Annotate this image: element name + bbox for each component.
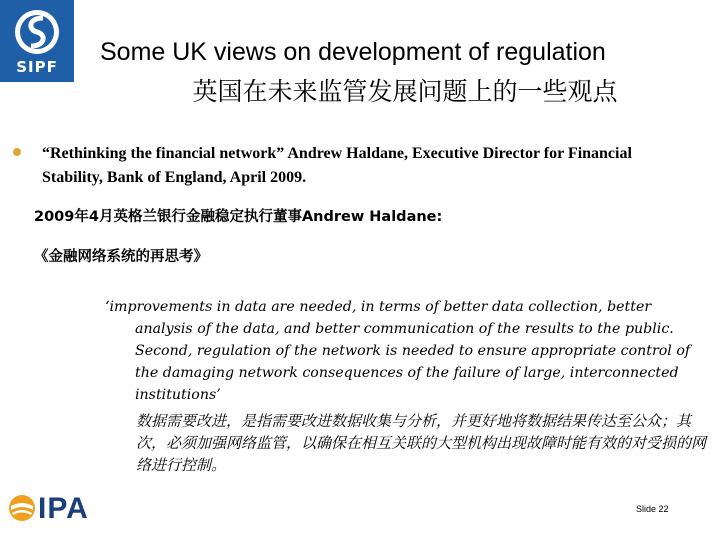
quote-chinese: 数据需要改进，是指需要改进数据收集与分析，并更好地将数据结果传达至公众；其次，必须加强网络监管，以确保在相互关联的大型机构出现故障时能有效的对受损的网络进行控制。 [136, 412, 707, 474]
page-title-english: Some UK views on development of regulation [100, 38, 606, 66]
sipf-emblem-icon [10, 8, 64, 58]
quote-english [105, 296, 705, 406]
bullet-icon [13, 148, 21, 156]
ipa-logo-text: IPA [38, 492, 89, 525]
slide-number: Slide 22 [636, 504, 669, 514]
chinese-reference-line-1: 2009年4月英格兰银行金融稳定执行董事Andrew Haldane: [34, 209, 443, 225]
page-title-chinese: 英国在未来监管发展问题上的一些观点 [192, 77, 618, 106]
reference-text: “Rethinking the financial network” Andrew Haldane, Executive Director for Financial Stability, Bank of England, April 2009. [42, 145, 632, 186]
quote-english-text: ‘improvements in data are needed, in terms of better data collection, better analysis of the data, and better communication of the results to the public. Second, regulation of the network is needed to ensure appropriate control of the damaging network consequences of the failure of large, interconnected institutions’ [105, 299, 691, 403]
sipf-logo [0, 0, 74, 82]
sipf-logo-text: SIPF [16, 58, 58, 76]
ipa-sun-icon [8, 494, 36, 522]
chinese-reference-line-2: 《金融网络系统的再思考》 [34, 249, 208, 265]
